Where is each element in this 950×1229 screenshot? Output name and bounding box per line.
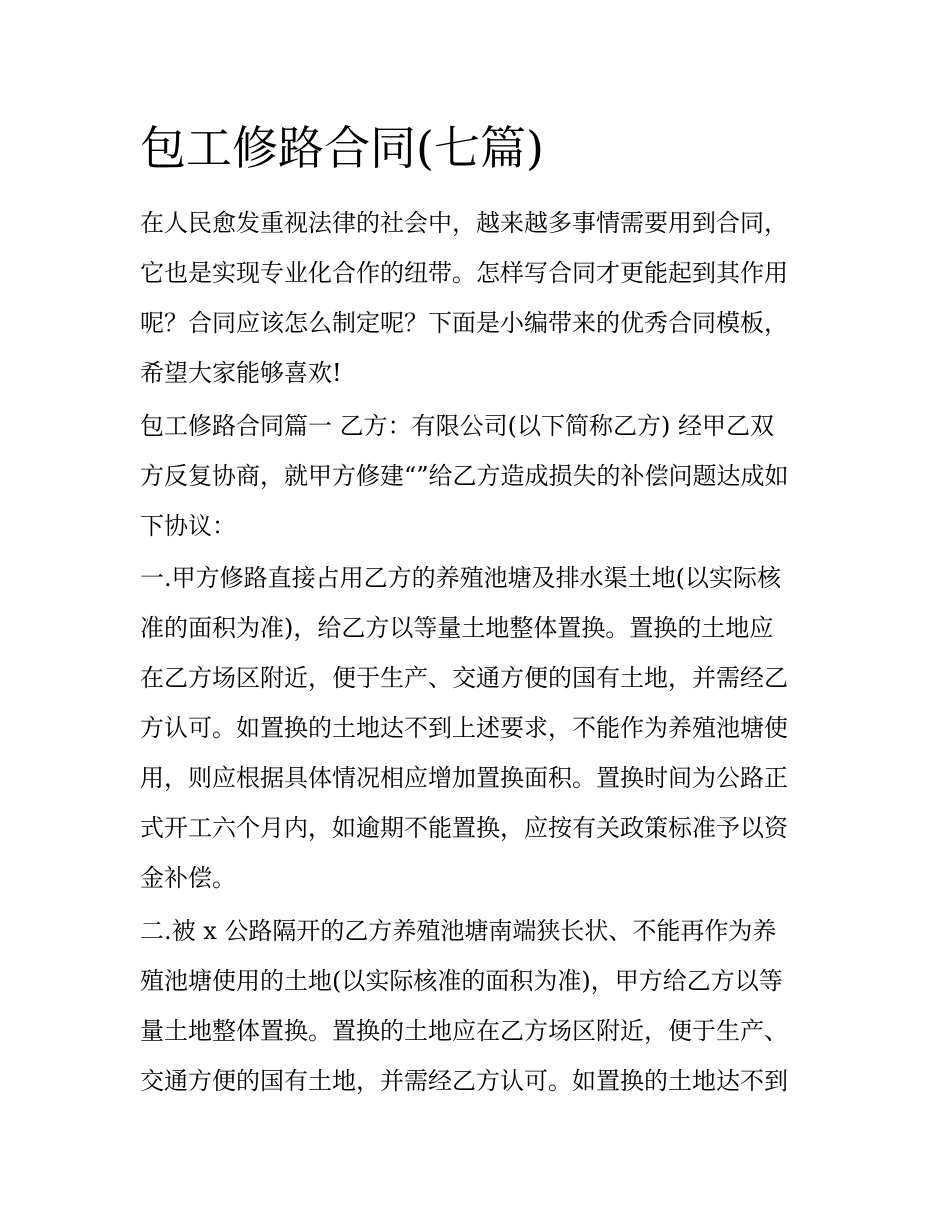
text-line: 在乙方场区附近，便于生产、交通方便的国有土地，并需经乙 [140,664,788,692]
text-line: 一.甲方修路直接占用乙方的养殖池塘及排水渠土地(以实际核 [140,564,781,592]
document-title: 包工修路合同(七篇) [140,121,544,175]
text-line: 金补偿。 [140,864,236,892]
text-line: 希望大家能够喜欢! [140,359,342,387]
text-line: 方认可。如置换的土地达不到上述要求，不能作为养殖池塘使 [140,714,788,742]
text-line: 在人民愈发重视法律的社会中，越来越多事情需要用到合同， [140,209,788,237]
text-line: 式开工六个月内，如逾期不能置换，应按有关政策标准予以资 [140,814,788,842]
text-line: 呢？合同应该怎么制定呢？下面是小编带来的优秀合同模板， [140,309,788,337]
text-line: 用，则应根据具体情况相应增加置换面积。置换时间为公路正 [140,764,788,792]
text-line: 准的面积为准)，给乙方以等量土地整体置换。置换的土地应 [140,614,774,642]
text-line: 量土地整体置换。置换的土地应在乙方场区附近，便于生产、 [140,1017,788,1045]
text-line: 下协议： [140,512,236,540]
text-line: 殖池塘使用的土地(以实际核准的面积为准)，甲方给乙方以等 [140,967,783,995]
text-line: 方反复协商，就甲方修建“”给乙方造成损失的补偿问题达成如 [140,462,789,490]
text-line: 二.被 x 公路隔开的乙方养殖池塘南端狭长状、不能再作为养 [140,917,777,945]
text-line: 交通方便的国有土地，并需经乙方认可。如置换的土地达不到 [140,1067,788,1095]
text-line: 它也是实现专业化合作的纽带。怎样写合同才更能起到其作用 [140,259,788,287]
text-line: 包工修路合同篇一 乙方：有限公司(以下简称乙方) 经甲乙双 [140,412,774,440]
